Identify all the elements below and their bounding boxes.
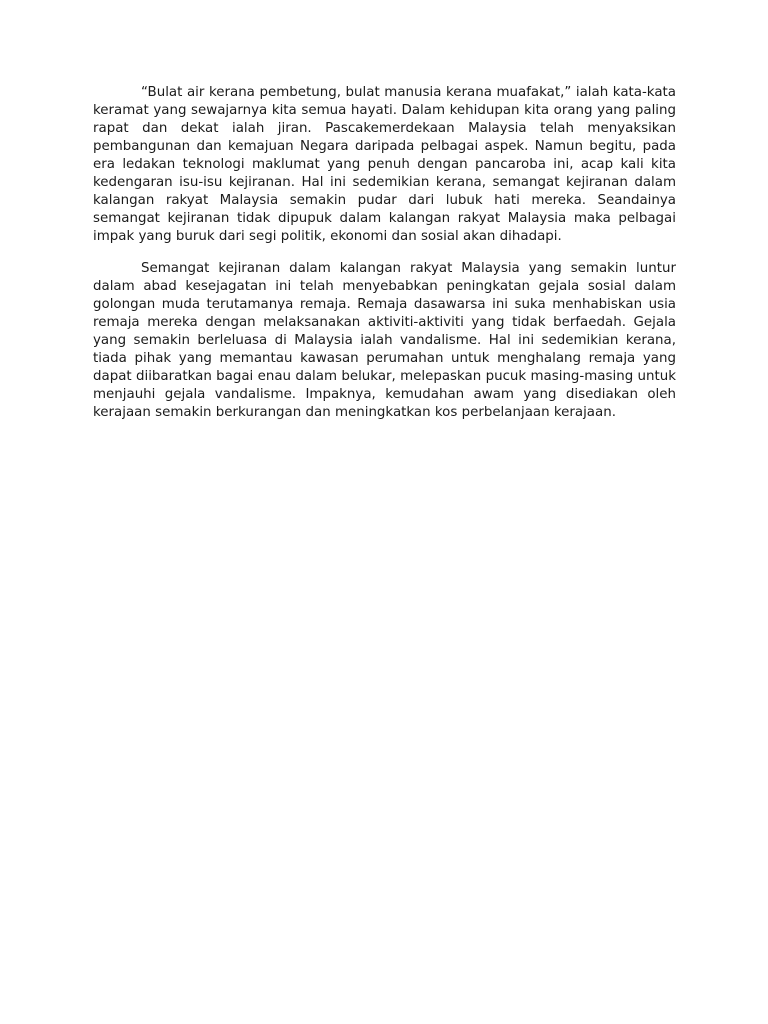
paragraph-social-impact: Semangat kejiranan dalam kalangan rakyat Malaysia yang semakin luntur dalam abad kesejagatan ini telah menyebabkan peningkatan gejala sosial dalam golongan muda terutamanya remaja. Remaja dasawarsa ini suka menhabiskan usia remaja mereka dengan melaksanakan aktiviti-aktiviti yang tidak berfaedah. Gejala yang semakin berleluasa di Malaysia ialah vandalisme. Hal ini sedemikian kerana, tiada pihak yang memantau kawasan perumahan untuk menghalang remaja yang dapat diibaratkan bagai enau dalam belukar, melepaskan pucuk masing-masing untuk menjauhi gejala vandalisme. Impaknya, kemudahan awam yang disediakan oleh kerajaan semakin berkurangan dan meningkatkan kos perbelanjaan kerajaan. (93, 261, 676, 420)
document-body (93, 84, 676, 436)
paragraph-introduction: “Bulat air kerana pembetung, bulat manusia kerana muafakat,” ialah kata-kata keramat yang sewajarnya kita semua hayati. Dalam kehidupan kita orang yang paling rapat dan dekat ialah jiran. Pascakemerdekaan Malaysia telah menyaksikan pembangunan dan kemajuan Negara daripada pelbagai aspek. Namun begitu, pada era ledakan teknologi maklumat yang penuh dengan pancaroba ini, acap kali kita kedengaran isu-isu kejiranan. Hal ini sedemikian kerana, semangat kejiranan dalam kalangan rakyat Malaysia semakin pudar dari lubuk hati mereka. Seandainya semangat kejiranan tidak dipupuk dalam kalangan rakyat Malaysia maka pelbagai impak yang buruk dari segi politik, ekonomi dan sosial akan dihadapi. (93, 85, 676, 244)
